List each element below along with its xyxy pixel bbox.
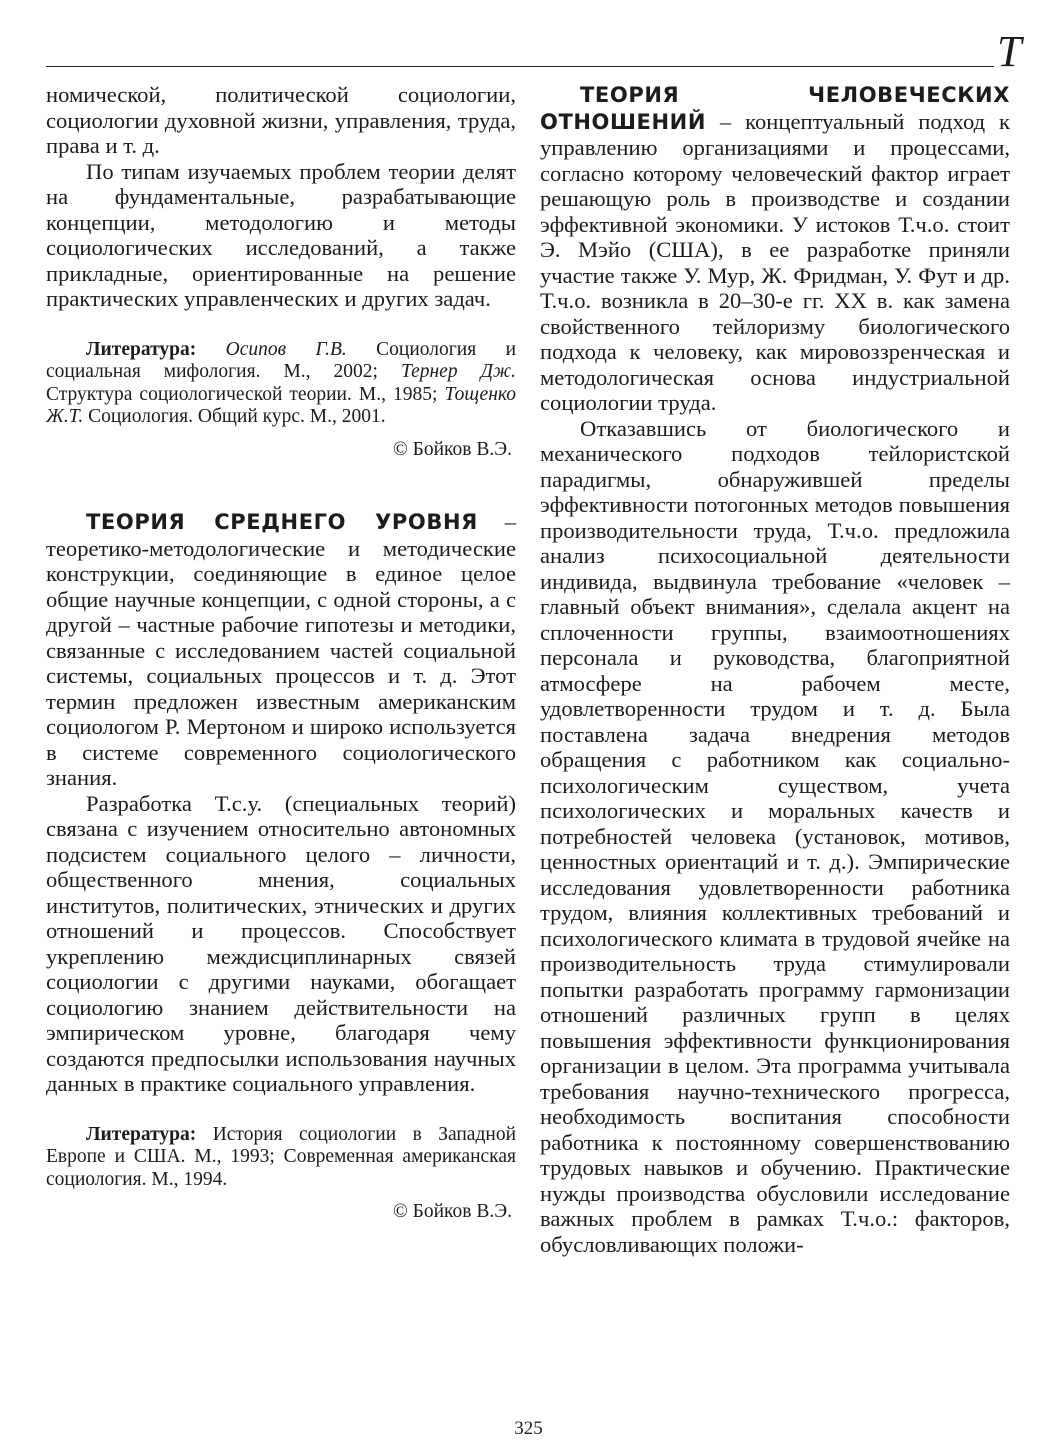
section-letter: Т [997,27,1022,76]
literature-title: Структура социологической теории. М., 1985; [46,383,438,405]
entry-term: ТЕОРИЯ ЧЕЛОВЕЧЕСКИХ ОТНОШЕНИЙ [540,83,1010,134]
literature-block-2 [46,1124,516,1192]
right-column [540,82,1010,1257]
literature-author: Тощенко Ж.Т. [46,383,516,427]
left-column [46,82,516,1224]
entry-middle-range-theory [46,509,516,791]
entry-definition: – теоретико-методологические и методические конструкции, соединяющие в единое целое общие научные концепции, с одной стороны, а с другой – частные рабочие гипотезы и методики, связанные с исследованием частей социальной системы, социальных процессов и т. д. Этот термин предложен известным американским социологом Р. Мертоном и широко используется в системе современного социологического знания. [46,509,516,790]
literature-author: Осипов Г.В. [225,338,347,360]
entry-human-relations-theory [540,82,1010,416]
header-rule [46,66,994,67]
literature-title: Социология и социальная мифология. М., 2002; [46,338,516,382]
literature-label: Литература: [86,338,197,360]
paragraph-human-relations-analysis: Отказавшись от биологического и механического подходов тейлористской парадигмы, обнаружившей пределы эффективности потогонных методов повышения производительности труда, Т.ч.о. предложила анализ психосоциальной деятельности индивида, выдвинула требование «человек – главный объект внимания», сделала акцент на сплоченности группы, взаимоотношениях персонала и руководства, благоприятной атмосфере на рабочем месте, удовлетворенности трудом и т. д. Была поставлена задача внедрения методов обращения с работником как социально-психологическим существом, учета психологических и моральных качеств и потребностей человека (установок, мотивов, ценностных ориентаций и т. д.). Эмпирические исследования удовлетворенности работника трудом, влияния коллективных требований и психологического климата в трудовой ячейке на производительность труда стимулировали попытки разработать программу гармонизации отношений различных групп в целях повышения эффективности функционирования организации в целом. Эта программа учитывала требования научно-технического прогресса, необходимость воспитания способности работника к постоянному совершенствованию трудовых навыков и обучению. Практические нужды производства обусловили исследование важных проблем в рамках Т.ч.о.: факторов, обусловливающих положи- [540,415,1010,1257]
paragraph-continuation: номической, политической социологии, социологии духовной жизни, управления, труда, права и т. д. [46,82,516,158]
author-signature: © Бойков В.Э. [392,438,512,460]
entry-term: ТЕОРИЯ СРЕДНЕГО УРОВНЯ [86,510,478,534]
page-number: 325 [514,1418,543,1439]
paragraph-development: Разработка Т.с.у. (специальных теорий) связана с изучением относительно автономных подсистем социального целого – личности, общественного мнения, социальных институтов, политических, этнических и других отношений и процессов. Способствует укреплению междисциплинарных связей социологии с другими науками, обогащает социологию знанием действительности на эмпирическом уровне, благодаря чему создаются предпосылки использования научных данных в практике социального управления. [46,790,516,1096]
literature-author: Тернер Дж. [400,361,516,382]
paragraph-theory-types: По типам изучаемых проблем теории делят на фундаментальные, разрабатывающие концепции, методологию и методы социологических исследований, а также прикладные, ориентированные на решение практических управленческих и других задач. [46,158,516,311]
literature-text: История социологии в Западной Европе и США. М., 1993; Современная американская социология. М., 1994. [46,1123,516,1190]
literature-label: Литература: [86,1123,197,1145]
author-signature: © Бойков В.Э. [392,1201,512,1222]
entry-definition: – концептуальный подход к управлению организациями и процессами, согласно которому человеческий фактор играет решающую роль в производстве и создании эффективной экономики. У истоков Т.ч.о. стоит Э. Мэйо (США), в ее разработке приняли участие также У. Мур, Ж. Фридман, У. Фут и др. Т.ч.о. возникла в 20–30-е гг. XX в. как замена свойственного тейлоризму биологического подхода к человеку, как мировоззренческая и методологическая основа индустриальной социологии труда. [540,108,1010,415]
literature-block-1 [46,339,516,429]
literature-title: Социология. Общий курс. М., 2001. [88,406,386,427]
